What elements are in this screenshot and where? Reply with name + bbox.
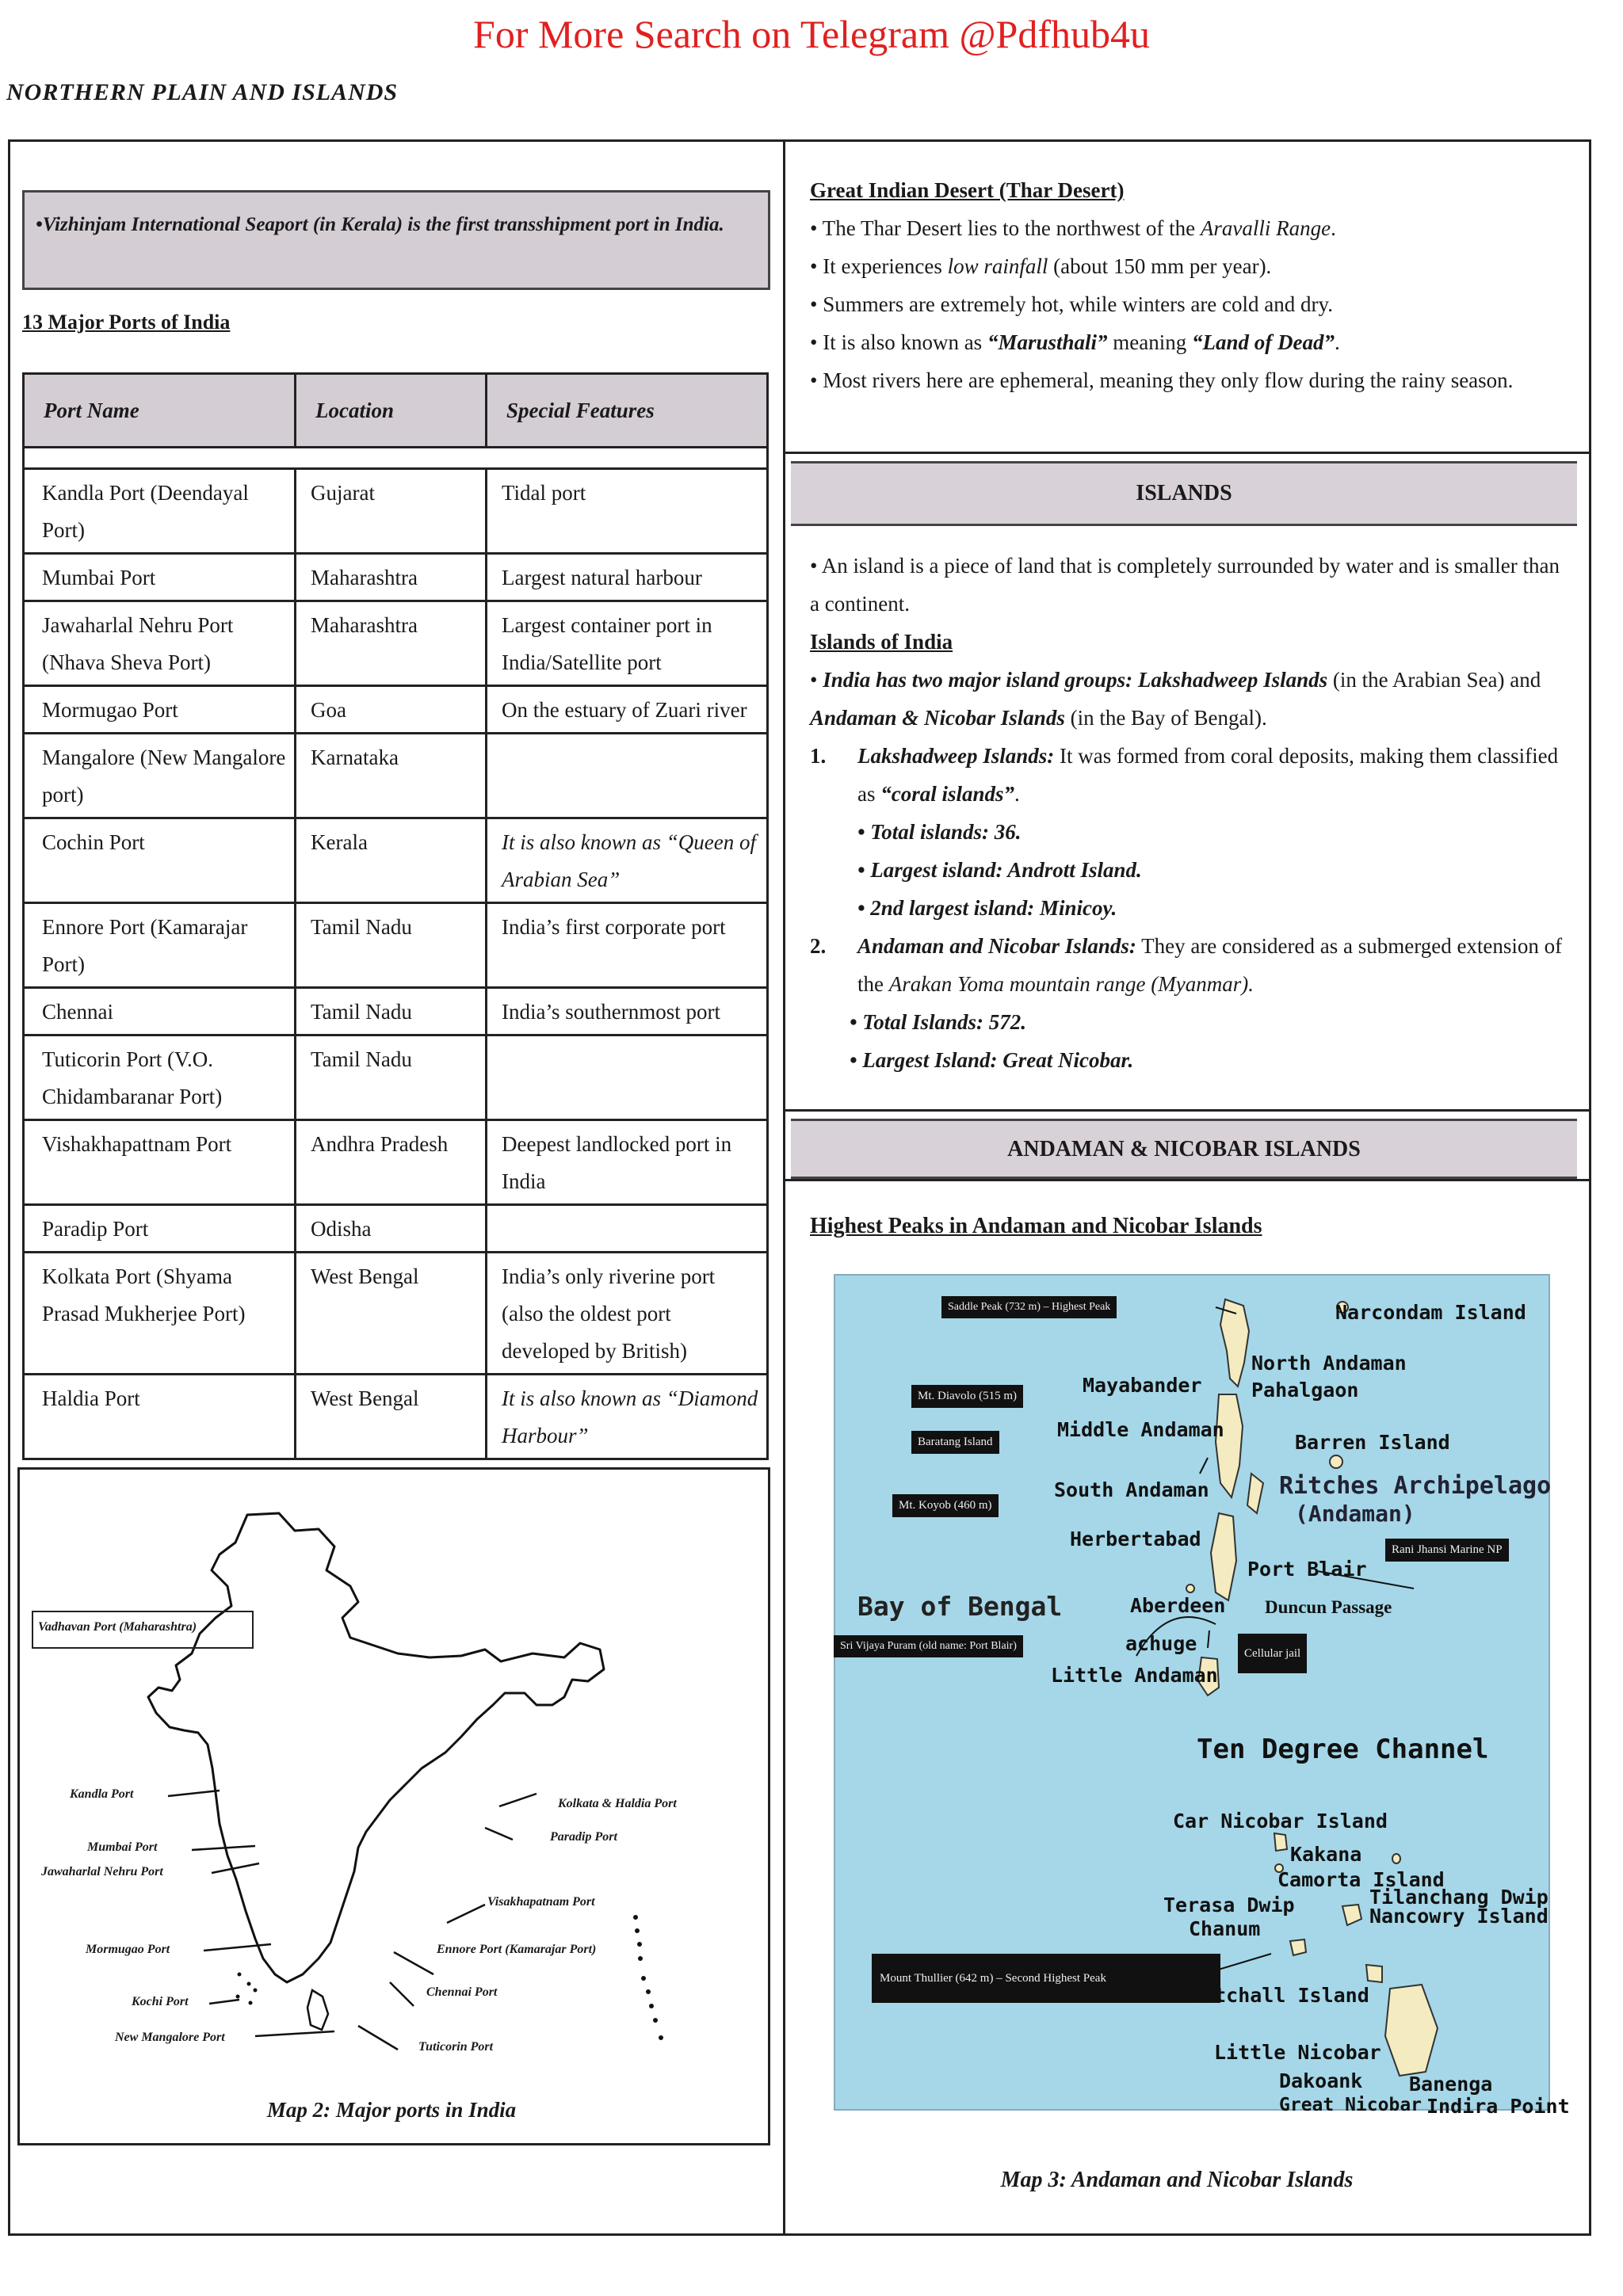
port-blair-label: Port Blair bbox=[1247, 1558, 1367, 1581]
island-intro: • An island is a piece of land that is completely surrounded by water and is smaller than a continent. bbox=[810, 554, 1560, 616]
table-row bbox=[24, 601, 768, 686]
port-name: Tuticorin Port (V.O. Chidambaranar Port) bbox=[24, 1035, 296, 1120]
lak-largest: • Largest island: Andrott Island. bbox=[857, 858, 1142, 882]
pahalgaon-label: Pahalgaon bbox=[1251, 1379, 1359, 1402]
port-location: Goa bbox=[296, 686, 487, 734]
port-name: Ennore Port (Kamarajar Port) bbox=[24, 903, 296, 988]
ports-header-row bbox=[24, 374, 768, 448]
desert-bullet-1: • The Thar Desert lies to the northwest of the Aravalli Range. bbox=[810, 209, 1563, 247]
dakoank-label: Dakoank bbox=[1279, 2069, 1363, 2092]
desert-rule bbox=[783, 452, 1589, 454]
south-andaman-shape bbox=[1211, 1513, 1236, 1600]
sri-vijaya-callout: Sri Vijaya Puram (old name: Port Blair) bbox=[834, 1635, 1023, 1657]
banenga-label: Banenga bbox=[1409, 2073, 1493, 2096]
port-location: West Bengal bbox=[296, 1375, 487, 1459]
india-outline bbox=[148, 1513, 604, 1982]
india-ports-map bbox=[17, 1467, 766, 2093]
andaman-rule bbox=[783, 1179, 1589, 1181]
car-nicobar-shape bbox=[1274, 1833, 1287, 1851]
ten-degree-rock bbox=[1392, 1854, 1400, 1863]
port-location: West Bengal bbox=[296, 1253, 487, 1375]
herbertabad-isle bbox=[1186, 1585, 1194, 1592]
chanum-label: Chanum bbox=[1189, 1917, 1261, 1940]
port-location: Odisha bbox=[296, 1205, 487, 1253]
narcondam-label: Narcondam Island bbox=[1335, 1301, 1526, 1324]
port-name: Jawaharlal Nehru Port (Nhava Sheva Port) bbox=[24, 601, 296, 686]
port-feature: India’s southernmost port bbox=[487, 988, 768, 1035]
port-location: Gujarat bbox=[296, 469, 487, 554]
port-feature: It is also known as “Queen of Arabian Sea” bbox=[487, 818, 768, 903]
katchall-label: Katchall Island bbox=[1190, 1984, 1369, 2007]
desert-heading: Great Indian Desert (Thar Desert) bbox=[810, 178, 1125, 202]
port-location: Kerala bbox=[296, 818, 487, 903]
herbertabad-label: Herbertabad bbox=[1070, 1527, 1201, 1550]
map2-caption: Map 2: Major ports in India bbox=[266, 2098, 517, 2122]
table-row bbox=[24, 554, 768, 601]
vadhavan-box bbox=[32, 1611, 254, 1649]
mayabander-label: Mayabander bbox=[1083, 1374, 1202, 1397]
table-row bbox=[24, 1035, 768, 1120]
table-row bbox=[24, 1375, 768, 1459]
camorta-shape bbox=[1342, 1905, 1361, 1925]
paradip-label: Paradip Port bbox=[550, 1830, 617, 1844]
lakshadweep-item: 1. Lakshadweep Islands: It was formed from coral deposits, making them classified as “coral islands”. bbox=[810, 744, 1559, 806]
port-feature: Largest container port in India/Satellite port bbox=[487, 601, 768, 686]
andaman-item: 2. Andaman and Nicobar Islands: They are considered as a submerged extension of the Arakan Yoma mountain range (Myanmar). bbox=[810, 934, 1563, 996]
ennore-label: Ennore Port (Kamarajar Port) bbox=[437, 1943, 597, 1956]
port-feature: India’s first corporate port bbox=[487, 903, 768, 988]
table-row bbox=[24, 818, 768, 903]
desert-section bbox=[810, 171, 1563, 399]
map3-caption: Map 3: Andaman and Nicobar Islands bbox=[1000, 2168, 1354, 2192]
port-location: Maharashtra bbox=[296, 601, 487, 686]
great-nicobar-shape bbox=[1385, 1985, 1438, 2076]
port-feature: It is also known as “Diamond Harbour” bbox=[487, 1375, 768, 1459]
little-nicobar-label: Little Nicobar bbox=[1214, 2041, 1381, 2064]
barren-shape bbox=[1330, 1455, 1342, 1468]
desert-bullet-4: • It is also known as “Marusthali” meaning “Land of Dead”. bbox=[810, 323, 1563, 361]
koyob-callout: Mt. Koyob (460 m) bbox=[892, 1494, 999, 1517]
sri-lanka bbox=[307, 1990, 328, 2030]
port-name: Paradip Port bbox=[24, 1205, 296, 1253]
port-name: Mumbai Port bbox=[24, 554, 296, 601]
port-location: Karnataka bbox=[296, 734, 487, 818]
islands-rule bbox=[783, 1109, 1589, 1112]
ritchies-shape bbox=[1247, 1474, 1263, 1513]
port-location: Andhra Pradesh bbox=[296, 1120, 487, 1205]
thuillier-callout: Mount Thullier (642 m) – Second Highest Peak bbox=[872, 1954, 1220, 2003]
col-port-name: Port Name bbox=[24, 374, 296, 448]
barren-label: Barren Island bbox=[1295, 1431, 1450, 1454]
desert-bullet-3: • Summers are extremely hot, while winters are cold and dry. bbox=[810, 285, 1563, 323]
nancowry-label: Nancowry Island bbox=[1369, 1905, 1549, 1928]
baratang-callout: Baratang Island bbox=[911, 1431, 999, 1454]
table-row bbox=[24, 1120, 768, 1205]
telegram-banner: For More Search on Telegram @Pdfhub4u bbox=[473, 12, 1150, 56]
an-total: • Total Islands: 572. bbox=[850, 1010, 1027, 1034]
chennai-label: Chennai Port bbox=[426, 1985, 498, 1999]
mormugao-label: Mormugao Port bbox=[86, 1943, 170, 1956]
islands-of-india-heading: Islands of India bbox=[810, 630, 953, 654]
indira-point-label: Indira Point bbox=[1426, 2095, 1570, 2118]
south-andaman-label: South Andaman bbox=[1054, 1478, 1209, 1501]
andaman-dots bbox=[633, 1915, 663, 2040]
port-feature: Tidal port bbox=[487, 469, 768, 554]
andaman-bar: ANDAMAN & NICOBAR ISLANDS bbox=[791, 1119, 1577, 1179]
port-feature: On the estuary of Zuari river bbox=[487, 686, 768, 734]
an-largest: • Largest Island: Great Nicobar. bbox=[850, 1048, 1134, 1072]
kolkata-label: Kolkata & Haldia Port bbox=[558, 1797, 677, 1810]
tuticorin-label: Tuticorin Port bbox=[418, 2040, 494, 2054]
lak-total: • Total islands: 36. bbox=[857, 820, 1022, 844]
saddle-peak-callout: Saddle Peak (732 m) – Highest Peak bbox=[941, 1296, 1117, 1318]
ports-heading: 13 Major Ports of India bbox=[22, 311, 231, 334]
port-feature: Deepest landlocked port in India bbox=[487, 1120, 768, 1205]
col-location: Location bbox=[296, 374, 487, 448]
north-andaman-label: North Andaman bbox=[1251, 1352, 1407, 1375]
aberdeen-label: Aberdeen bbox=[1130, 1594, 1226, 1617]
teressa-label: Terasa Dwip bbox=[1163, 1894, 1295, 1917]
kandla-label: Kandla Port bbox=[70, 1787, 134, 1801]
port-location: Tamil Nadu bbox=[296, 988, 487, 1035]
jnpt-label: Jawaharlal Nehru Port bbox=[41, 1865, 163, 1878]
port-name: Kolkata Port (Shyama Prasad Mukherjee Port) bbox=[24, 1253, 296, 1375]
col-special-features: Special Features bbox=[487, 374, 768, 448]
mumbai-label: Mumbai Port bbox=[87, 1840, 158, 1854]
lak-second: • 2nd largest island: Minicoy. bbox=[857, 896, 1117, 920]
andaman-nicobar-map bbox=[834, 1274, 1570, 2118]
ports-table bbox=[22, 372, 769, 1460]
kochi-label: Kochi Port bbox=[132, 1995, 189, 2008]
bay-of-bengal-label: Bay of Bengal bbox=[857, 1591, 1063, 1622]
desert-bullet-5: • Most rivers here are ephemeral, meaning they only flow during the rainy season. bbox=[810, 361, 1563, 399]
islands-section bbox=[810, 547, 1563, 1079]
desert-bullet-2: • It experiences low rainfall (about 150 mm per year). bbox=[810, 247, 1563, 285]
port-feature: India’s only riverine port (also the oldest port developed by British) bbox=[487, 1253, 768, 1375]
middle-andaman-shape bbox=[1216, 1394, 1243, 1497]
port-name: Mormugao Port bbox=[24, 686, 296, 734]
port-location: Tamil Nadu bbox=[296, 903, 487, 988]
vizag-label: Visakhapatnam Port bbox=[487, 1895, 595, 1909]
port-feature: Largest natural harbour bbox=[487, 554, 768, 601]
port-location: Maharashtra bbox=[296, 554, 487, 601]
middle-andaman-label: Middle Andaman bbox=[1057, 1418, 1224, 1441]
car-nicobar-label: Car Nicobar Island bbox=[1173, 1810, 1388, 1833]
little-nicobar-shape bbox=[1366, 1965, 1382, 1982]
table-row bbox=[24, 734, 768, 818]
table-row bbox=[24, 469, 768, 554]
port-feature bbox=[487, 1205, 768, 1253]
section-title: NORTHERN PLAIN AND ISLANDS bbox=[6, 79, 399, 105]
rani-jhansi-callout: Rani Jhansi Marine NP bbox=[1385, 1539, 1509, 1562]
kakana-label: Kakana bbox=[1290, 1843, 1362, 1866]
new-mangalore-label: New Mangalore Port bbox=[115, 2031, 225, 2044]
port-name: Kandla Port (Deendayal Port) bbox=[24, 469, 296, 554]
diavolo-callout: Mt. Diavolo (515 m) bbox=[911, 1385, 1023, 1408]
port-name: Haldia Port bbox=[24, 1375, 296, 1459]
port-name: Chennai bbox=[24, 988, 296, 1035]
cellular-jail-callout: Cellular jail bbox=[1238, 1634, 1307, 1673]
table-row bbox=[24, 1253, 768, 1375]
island-groups: • India has two major island groups: Lakshadweep Islands (in the Arabian Sea) and Andaman & Nicobar Islands (in the Bay of Bengal). bbox=[810, 668, 1541, 730]
port-name: Cochin Port bbox=[24, 818, 296, 903]
port-feature bbox=[487, 734, 768, 818]
great-nicobar-label: Great Nicobar bbox=[1279, 2095, 1423, 2115]
hutbay-label: achuge bbox=[1125, 1632, 1197, 1655]
vadhavan-label: Vadhavan Port (Maharashtra) bbox=[38, 1620, 197, 1634]
port-location: Tamil Nadu bbox=[296, 1035, 487, 1120]
ritchies-label: Ritches Archipelago bbox=[1279, 1472, 1552, 1500]
vizhinjam-callout: •Vizhinjam International Seaport (in Kerala) is the first transshipment port in India. bbox=[22, 190, 770, 290]
tillanchang-label: Tilanchang Dwip bbox=[1369, 1886, 1549, 1909]
table-row bbox=[24, 1205, 768, 1253]
port-pointers bbox=[168, 1791, 537, 2050]
katchall-shape bbox=[1290, 1939, 1306, 1955]
duncan-label: Duncun Passage bbox=[1265, 1597, 1392, 1617]
table-row bbox=[24, 903, 768, 988]
little-andaman-label: Little Andaman bbox=[1051, 1664, 1218, 1687]
table-row bbox=[24, 988, 768, 1035]
ten-degree-label: Ten Degree Channel bbox=[1197, 1733, 1489, 1765]
port-feature bbox=[487, 1035, 768, 1120]
port-name: Vishakhapattnam Port bbox=[24, 1120, 296, 1205]
islands-bar: ISLANDS bbox=[791, 461, 1577, 526]
table-row bbox=[24, 686, 768, 734]
camorta-label: Camorta Island bbox=[1277, 1868, 1445, 1891]
ritchies-sub-label: (Andaman) bbox=[1295, 1501, 1415, 1527]
peaks-heading: Highest Peaks in Andaman and Nicobar Islands bbox=[810, 1214, 1262, 1238]
port-name: Mangalore (New Mangalore port) bbox=[24, 734, 296, 818]
